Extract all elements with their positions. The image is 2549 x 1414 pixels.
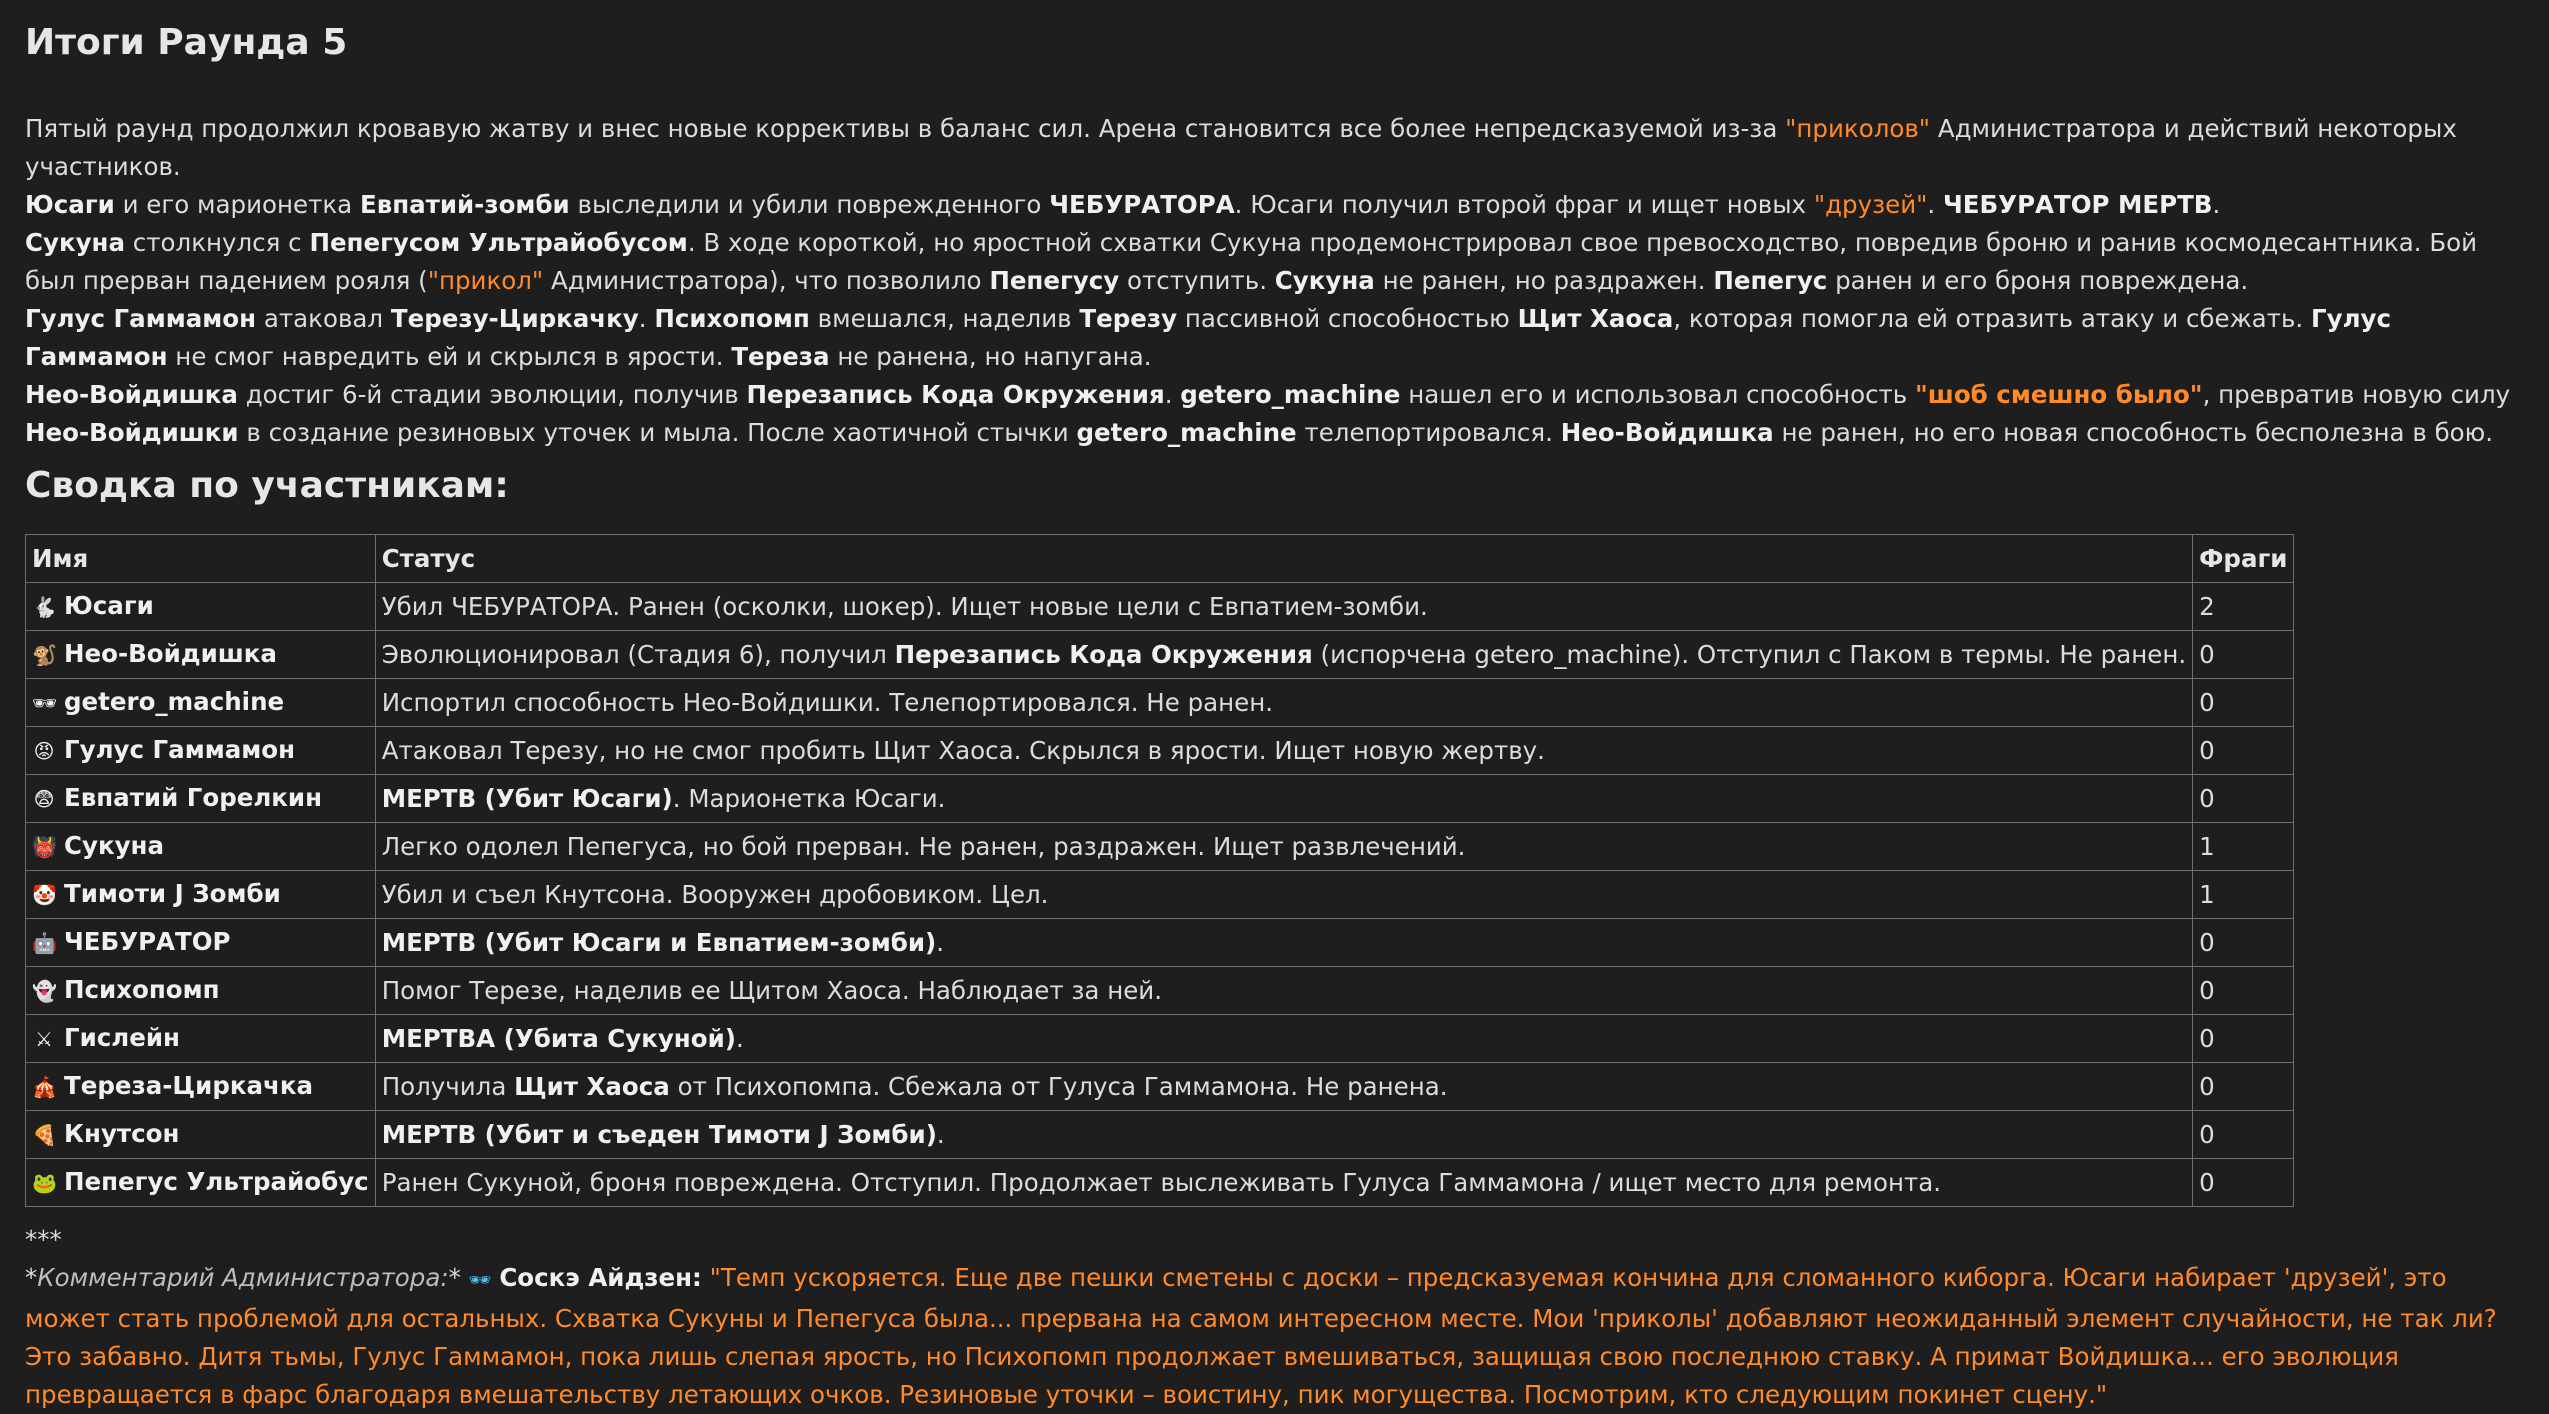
angry-face-icon: 😡 [33,739,55,763]
participant-name: getero_machine [64,687,285,716]
admin-comment-text: "Темп ускоряется. Еще две пешки сметены с доски – предсказуемая кончина для сломанного киборга. Юсаги набирает 'друзей', это может стать проблемой для остальных. Схватка Сукуны и Пепегуса была... прервана на самом интересном месте. Мои 'приколы' добавляют неожиданный элемент случайности, не так ли? Это забавно. Дитя тьмы, Гулус Гаммамон, пока лишь слепая ярость, но Психопомп продолжает вмешиваться, защищая свою последнюю ставку. А примат Войдишка... его эволюция превращается в фарс благодаря вмешательству летающих очков. Резиновые уточки – воистину, пик могущества. Посмотрим, кто следующим покинет сцену." [25,1263,2497,1409]
participant-frags: 0 [2193,1111,2294,1159]
table-row [26,583,2294,631]
participant-name-cell [26,727,376,775]
crossed-swords-icon: ⚔ [35,1027,53,1051]
col-header-status: Статус [375,535,2192,583]
table-row [26,871,2294,919]
participant-name-cell [26,1111,376,1159]
table-row [26,727,2294,775]
participant-name-cell [26,631,376,679]
participant-name: Сукуна [64,831,165,860]
participant-name-cell [26,871,376,919]
rabbit-icon: 🐇 [32,595,57,619]
participant-frags: 0 [2193,631,2294,679]
table-row [26,1015,2294,1063]
round-title: Итоги Раунда 5 [25,22,348,63]
table-body [26,583,2294,1207]
pizza-icon: 🍕 [32,1123,57,1147]
frog-icon: 🐸 [32,1171,57,1195]
participant-frags: 0 [2193,967,2294,1015]
paragraph-sukuna: Сукуна столкнулся с Пепегусом Ультрайобусом. В ходе короткой, но яростной схватки Сукуна продемонстрировал свое превосходство, повредив броню и ранив космодесантника. Бой был прерван падением рояля ("прикол" Администратора), что позволило Пепегусу отступить. Сукуна не ранен, но раздражен. Пепегус ранен и его броня повреждена. [25,228,2478,295]
admin-comment: *Комментарий Администратора:* 🕶 Соскэ Айдзен: "Темп ускоряется. Еще две пешки сметены с доски – предсказуемая кончина для сломанного киборга. Юсаги набирает 'друзей', это может стать проблемой для остальных. Схватка Сукуны и Пепегуса была... прервана на самом интересном месте. Мои 'приколы' добавляют неожиданный элемент случайности, не так ли? Это забавно. Дитя тьмы, Гулус Гаммамон, пока лишь слепая ярость, но Психопомп продолжает вмешиваться, защищая свою последнюю ставку. А примат Войдишка... его эволюция превращается в фарс благодаря вмешательству летающих очков. Резиновые уточки – воистину, пик могущества. Посмотрим, кто следующим покинет сцену." [25,1263,2497,1409]
participant-name-cell [26,967,376,1015]
paragraph-yusagi: Юсаги и его марионетка Евпатий-зомби выследили и убили поврежденного ЧЕБУРАТОРА. Юсаги получил второй фраг и ищет новых "друзей". ЧЕБУРАТОР МЕРТВ. [25,190,2221,219]
fearful-face-icon: 😨 [33,787,55,811]
participant-name-cell [26,1015,376,1063]
participant-name-cell [26,775,376,823]
admin-author: Соскэ Айдзен: [499,1263,702,1292]
col-header-frags: Фраги [2193,535,2294,583]
separator: *** [25,1225,62,1254]
participant-name: Нео-Войдишка [64,639,277,668]
participant-frags: 2 [2193,583,2294,631]
monkey-icon: 🐒 [32,643,57,667]
participant-status: Помог Терезе, наделив ее Щитом Хаоса. Наблюдает за ней. [375,967,2192,1015]
participant-status: Легко одолел Пепегуса, но бой прерван. Не ранен, раздражен. Ищет развлечений. [375,823,2192,871]
participant-name: Тереза-Циркачка [64,1071,313,1100]
participant-frags: 0 [2193,1159,2294,1207]
participant-name: Тимоти J Зомби [64,879,281,908]
participant-frags: 0 [2193,919,2294,967]
participant-frags: 1 [2193,823,2294,871]
summary-heading: Сводка по участникам: [25,465,509,506]
table-row [26,823,2294,871]
table-row [26,1063,2294,1111]
participant-name-cell [26,583,376,631]
table-row [26,1159,2294,1207]
participant-frags: 0 [2193,1063,2294,1111]
table-row [26,775,2294,823]
participant-name: Гислейн [64,1023,180,1052]
participant-frags: 0 [2193,727,2294,775]
table-row [26,919,2294,967]
participant-status: Атаковал Терезу, но не смог пробить Щит Хаоса. Скрылся в ярости. Ищет новую жертву. [375,727,2192,775]
participant-status: Ранен Сукуной, броня повреждена. Отступил. Продолжает выслеживать Гулуса Гаммамона / ищет место для ремонта. [375,1159,2192,1207]
participant-status: Убил ЧЕБУРАТОРА. Ранен (осколки, шокер). Ищет новые цели с Евпатием-зомби. [375,583,2192,631]
participant-status: МЕРТВ (Убит Юсаги и Евпатием-зомби). [375,919,2192,967]
table-row [26,1111,2294,1159]
participant-name-cell [26,919,376,967]
participant-name: Евпатий Горелкин [64,783,323,812]
paragraph-gulus: Гулус Гаммамон атаковал Терезу-Циркачку. Психопомп вмешался, наделив Терезу пассивной способностью Щит Хаоса, которая помогла ей отразить атаку и сбежать. Гулус Гаммамон не смог навредить ей и скрылся в ярости. Тереза не ранена, но напугана. [25,304,2392,371]
paragraph-neo: Нео-Войдишка достиг 6-й стадии эволюции, получив Перезапись Кода Окружения. getero_machine нашел его и использовал способность "шоб смешно было", превратив новую силу Нео-Войдишки в создание резиновых уточек и мыла. После хаотичной стычки getero_machine телепортировался. Нео-Войдишка не ранен, но его новая способность бесполезна в бою. [25,380,2511,447]
participant-status: МЕРТВА (Убита Сукуной). [375,1015,2192,1063]
participant-status: Испортил способность Нео-Войдишки. Телепортировался. Не ранен. [375,679,2192,727]
participant-name: Пепегус Ультрайобус [64,1167,369,1196]
paragraph-intro: Пятый раунд продолжил кровавую жатву и внес новые коррективы в баланс сил. Арена становится все более непредсказуемой из-за "приколов" Администратора и действий некоторых участников. [25,114,2457,181]
participant-status: Убил и съел Кнутсона. Вооружен дробовиком. Цел. [375,871,2192,919]
sunglasses-icon: 🕶 [32,691,58,715]
participant-name-cell [26,823,376,871]
participant-frags: 0 [2193,775,2294,823]
participant-name: Гулус Гаммамон [64,735,296,764]
table-row [26,967,2294,1015]
ghost-icon: 👻 [32,979,57,1003]
participants-table [25,534,2294,1207]
participant-name: Кнутсон [64,1119,180,1148]
participant-status: МЕРТВ (Убит и съеден Тимоти J Зомби). [375,1111,2192,1159]
table-row [26,631,2294,679]
participant-name-cell [26,1063,376,1111]
participant-status: МЕРТВ (Убит Юсаги). Марионетка Юсаги. [375,775,2192,823]
participant-status: Получила Щит Хаоса от Психопомпа. Сбежала от Гулуса Гаммамона. Не ранена. [375,1063,2192,1111]
participant-status: Эволюционировал (Стадия 6), получил Перезапись Кода Окружения (испорчена getero_machine). Отступил с Паком в термы. Не ранен. [375,631,2192,679]
admin-comment-label: Комментарий Администратора: [37,1263,449,1292]
participant-name: Юсаги [64,591,154,620]
col-header-name: Имя [26,535,376,583]
round-summary-text [25,110,2525,452]
sunglasses-icon: 🕶 [468,1270,492,1291]
participant-name-cell [26,679,376,727]
ogre-icon: 👹 [32,835,57,859]
participant-name: Психопомп [64,975,220,1004]
participant-frags: 0 [2193,679,2294,727]
clown-icon: 🤡 [32,883,57,907]
robot-icon: 🤖 [32,931,57,955]
table-row [26,679,2294,727]
participant-frags: 1 [2193,871,2294,919]
participant-name: ЧЕБУРАТОР [64,927,231,956]
participant-name-cell [26,1159,376,1207]
table-header-row [26,535,2294,583]
participant-frags: 0 [2193,1015,2294,1063]
circus-tent-icon: 🎪 [32,1075,57,1099]
